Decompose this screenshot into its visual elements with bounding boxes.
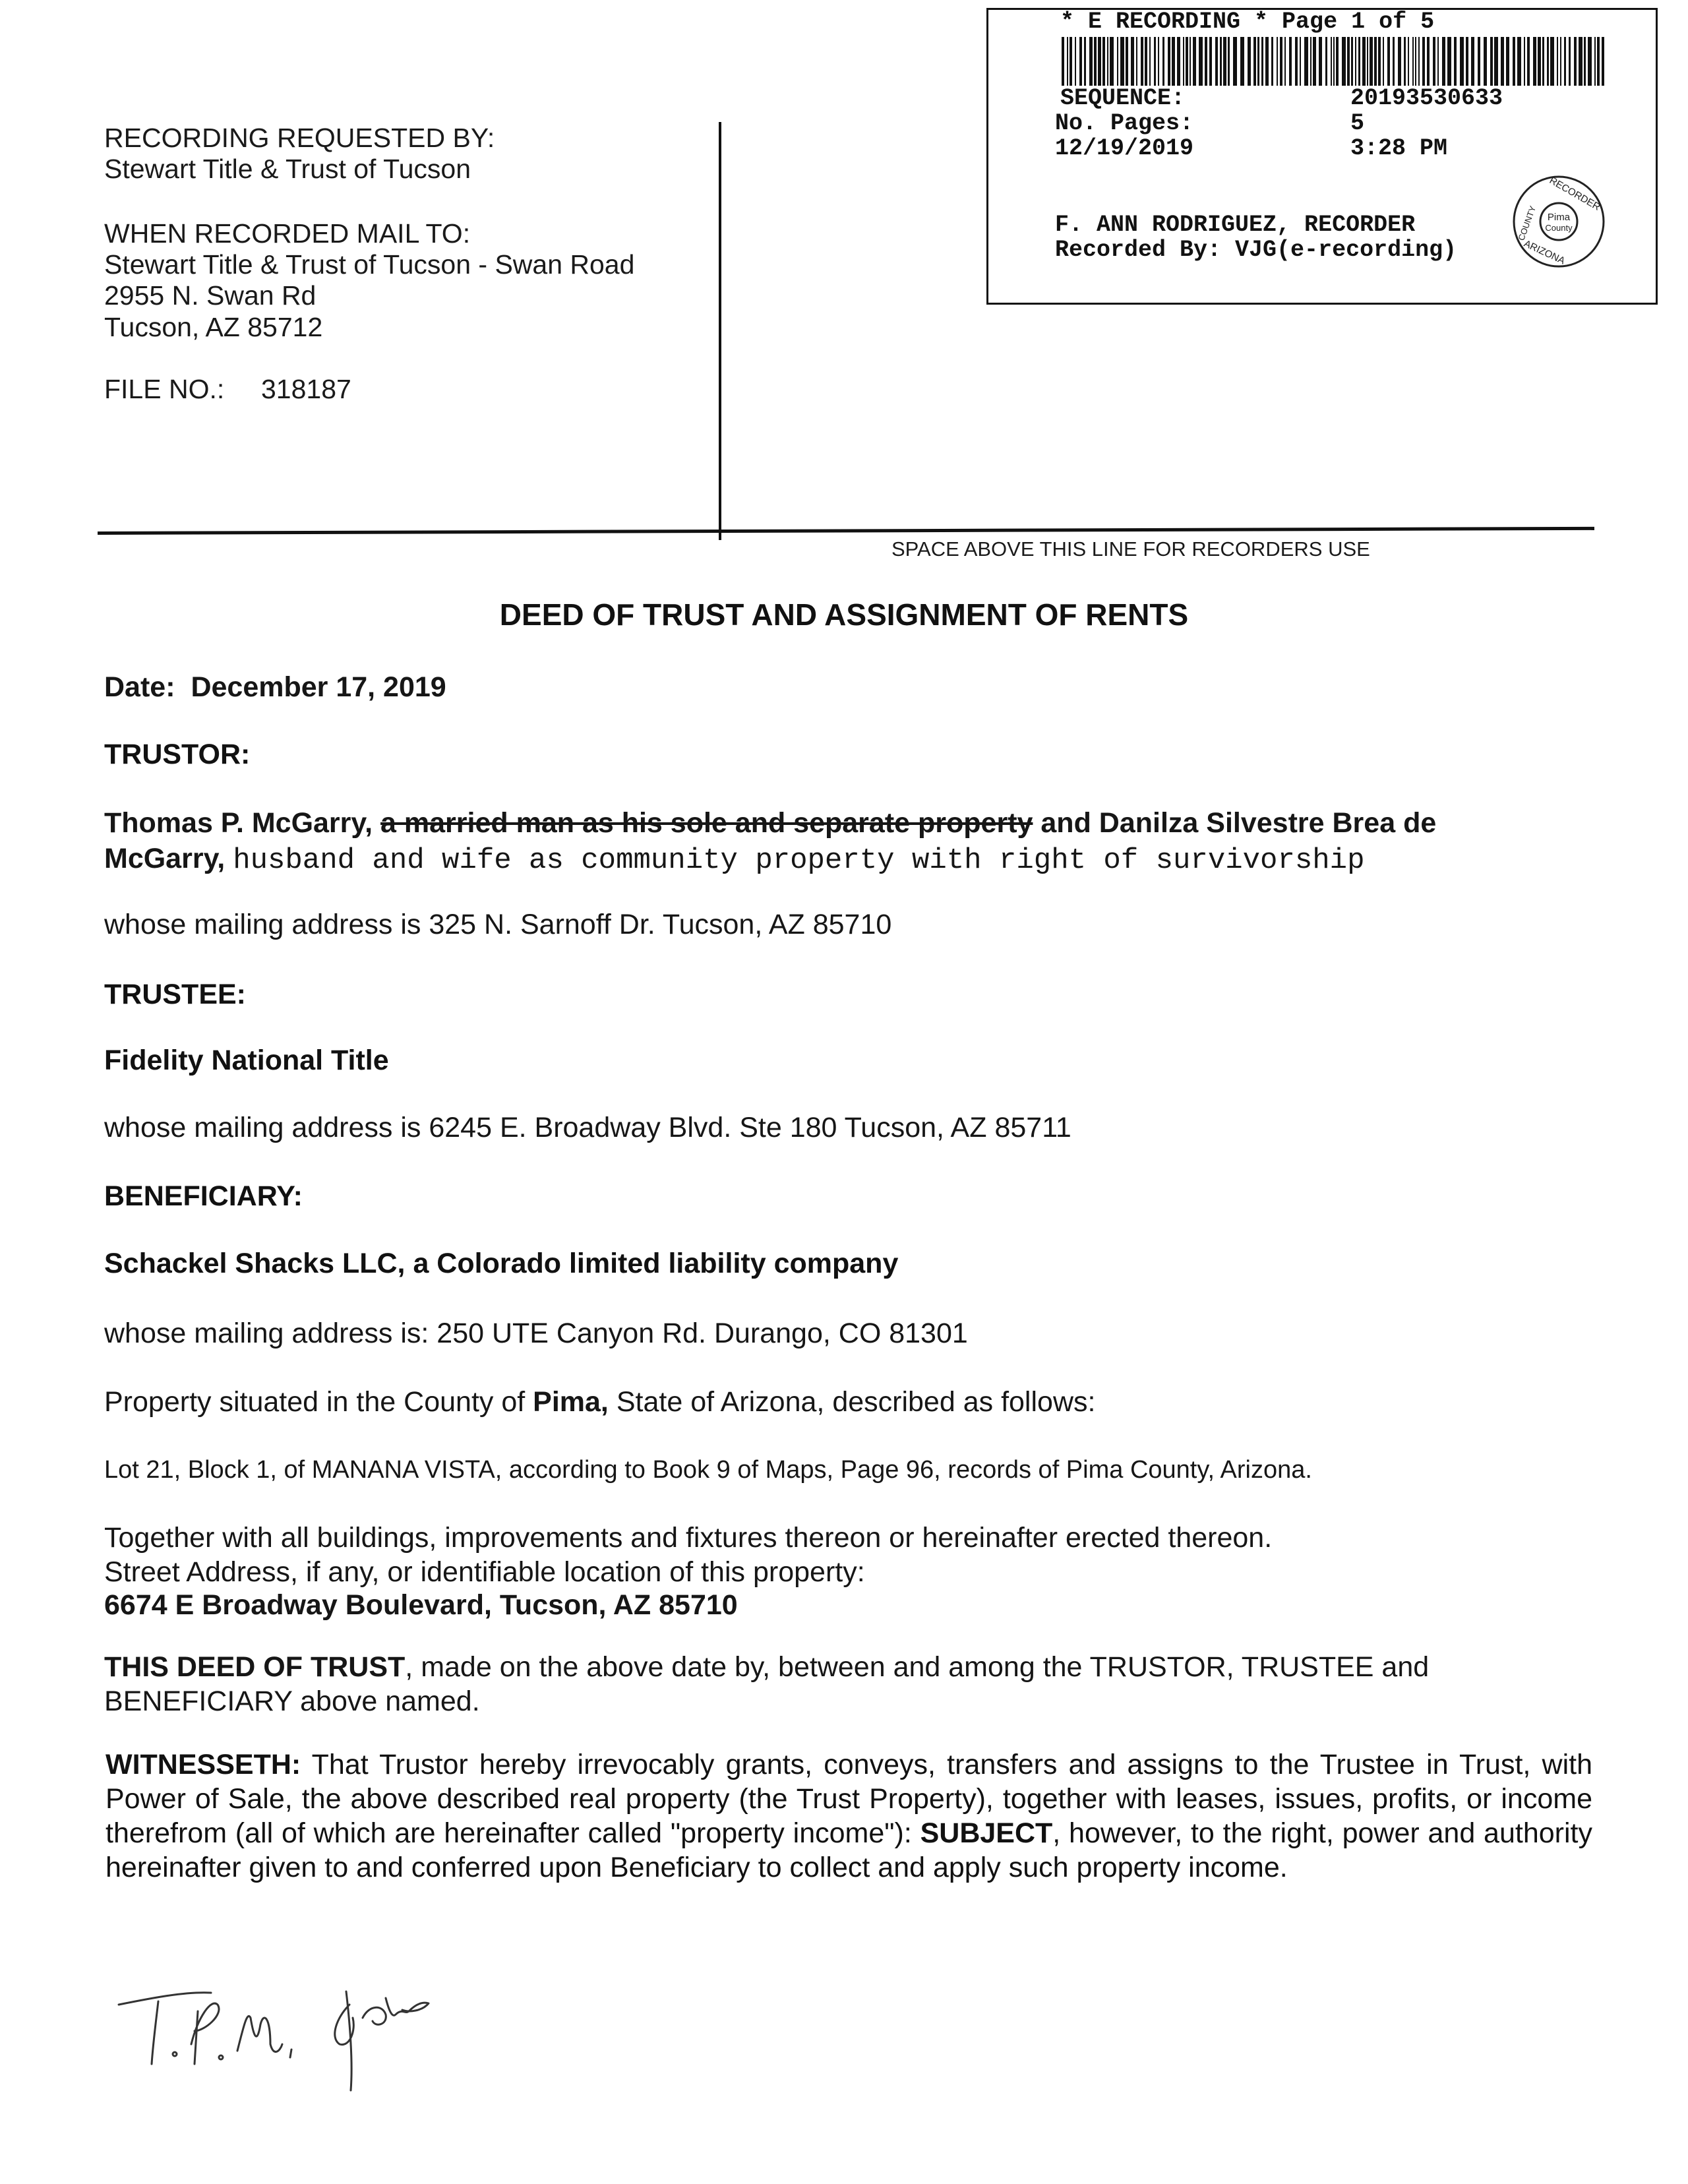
barcode-bar [1358,37,1360,86]
barcode-bar [1362,37,1366,86]
recording-date: 12/19/2019 [1055,135,1194,162]
trustor-and: and Danilza Silvestre Brea de [1040,807,1437,839]
barcode-bar [1579,37,1582,86]
space-above-note: SPACE ABOVE THIS LINE FOR RECORDERS USE [891,537,1370,561]
barcode-bar [1177,37,1180,86]
file-no-label: FILE NO.: [104,374,225,404]
pages-label: No. Pages: [1055,110,1194,136]
barcode-bar [1478,37,1480,86]
barcode-bar [1383,37,1384,86]
barcode-bar [1325,37,1327,86]
barcode-bar [1145,37,1147,86]
svg-text:Pima: Pima [1547,212,1571,223]
witnesseth-paragraph [106,1747,1592,1885]
trustee-address: whose mailing address is 6245 E. Broadway Blvd. Ste 180 Tucson, AZ 85711 [104,1112,1071,1143]
barcode-bar [1584,37,1586,86]
file-no: 318187 [261,374,351,404]
barcode-bar [1466,37,1468,86]
barcode-bar [1120,37,1124,86]
recording-time: 3:28 PM [1350,135,1448,162]
barcode-bar [1355,37,1356,86]
mail-to-name: Stewart Title & Trust of Tucson - Swan Road [104,249,635,280]
barcode-bar [1569,37,1571,86]
barcode [1062,37,1610,86]
barcode-bar [1257,37,1259,86]
county-seal-icon [1510,173,1608,270]
sequence-label: SEQUENCE: [1060,85,1186,111]
mail-to-city: Tucson, AZ 85712 [104,312,323,342]
barcode-bar [1533,37,1536,86]
property-intro-a: Property situated in the County of [104,1386,526,1418]
barcode-bar [1404,37,1406,86]
barcode-bar [1494,37,1498,86]
trustor-line-1 [104,806,1436,840]
barcode-bar [1387,37,1390,86]
barcode-bar [1233,37,1237,86]
beneficiary-name: Schackel Shacks LLC, a Colorado limited liability company [104,1248,899,1279]
requested-by: Stewart Title & Trust of Tucson [104,154,471,184]
barcode-bar [1319,37,1322,86]
barcode-bar [1347,37,1350,86]
barcode-bar [1513,37,1515,86]
trustee-name: Fidelity National Title [104,1045,389,1076]
recorder-space-line [98,527,1594,535]
mail-to-label: WHEN RECORDED MAIL TO: [104,218,471,249]
barcode-bar [1228,37,1230,86]
barcode-bar [1084,37,1086,86]
barcode-bar [1205,37,1207,86]
barcode-bar [1378,37,1381,86]
barcode-bar [1067,37,1068,86]
trustor-line-2 [104,841,1364,878]
barcode-bar [1602,37,1604,86]
barcode-bar [1300,37,1301,86]
barcode-bar [1433,37,1435,86]
barcode-bar [1117,37,1118,86]
barcode-bar [1370,37,1373,86]
barcode-bar [1098,37,1101,86]
barcode-bar [1460,37,1464,86]
barcode-bar [1588,37,1592,86]
barcode-bar [1154,37,1156,86]
barcode-bar [1517,37,1521,86]
barcode-bar [1223,37,1226,86]
barcode-bar [1079,37,1082,86]
barcode-bar [1265,37,1269,86]
barcode-bar [1527,37,1530,86]
barcode-bar [1162,37,1164,86]
barcode-bar [1126,37,1128,86]
barcode-bar [1295,37,1298,86]
barcode-bar [1351,37,1353,86]
date-line [104,670,446,704]
barcode-bar [1427,37,1430,86]
trustor-address: whose mailing address is 325 N. Sarnoff Dr. Tucson, AZ 85710 [104,909,892,940]
barcode-bar [1501,37,1504,86]
barcode-bar [1336,37,1339,86]
recording-header: * E RECORDING * Page 1 of 5 [1060,9,1435,35]
requested-by-label: RECORDING REQUESTED BY: [104,123,495,153]
barcode-bar [1442,37,1445,86]
barcode-bar [1313,37,1316,86]
barcode-bar [1240,37,1244,86]
barcode-bar [1542,37,1544,86]
barcode-bar [1538,37,1541,86]
barcode-bar [1094,37,1097,86]
barcode-bar [1342,37,1346,86]
struck-vesting-text: a married man as his sole and separate property [380,807,1033,839]
barcode-bar [1547,37,1549,86]
barcode-bar [1136,37,1137,86]
barcode-bar [1484,37,1487,86]
property-county: Pima, [533,1386,609,1418]
barcode-bar [1158,37,1159,86]
barcode-bar [1215,37,1218,86]
barcode-bar [1277,37,1278,86]
barcode-bar [1597,37,1600,86]
beneficiary-address: whose mailing address is: 250 UTE Canyon Rd. Durango, CO 81301 [104,1318,968,1349]
barcode-bar [1490,37,1493,86]
barcode-bar [1422,37,1425,86]
svg-text:ARIZONA: ARIZONA [1522,237,1567,267]
barcode-bar [1248,37,1251,86]
svg-text:COUNTY: COUNTY [1516,204,1538,242]
barcode-bar [1594,37,1596,86]
barcode-bar [1149,37,1151,86]
trustor-name-2: McGarry, [104,843,226,874]
barcode-bar [1102,37,1105,86]
barcode-bar [1374,37,1377,86]
beneficiary-label: BENEFICIARY: [104,1180,303,1212]
barcode-bar [1412,37,1414,86]
svg-text:County: County [1545,223,1573,233]
street-address-label: Street Address, if any, or identifiable location of this property: [104,1556,865,1588]
property-intro-b: State of Arizona, described as follows: [616,1386,1096,1418]
barcode-bar [1186,37,1188,86]
barcode-bar [1280,37,1282,86]
deed-lead: THIS DEED OF TRUST [104,1651,406,1683]
barcode-bar [1408,37,1409,86]
barcode-bar [1190,37,1191,86]
document-title: DEED OF TRUST AND ASSIGNMENT OF RENTS [499,597,1189,632]
legal-description: Lot 21, Block 1, of MANANA VISTA, according to Book 9 of Maps, Page 96, records of Pima County, Arizona. [104,1456,1312,1484]
deed-text: , made on the above date by, between and among the TRUSTOR, TRUSTEE and BENEFICIARY above named. [104,1651,1430,1717]
subject-lead: SUBJECT [920,1817,1053,1849]
recorder-name: F. ANN RODRIGUEZ, RECORDER [1055,212,1416,238]
barcode-bar [1447,37,1451,86]
barcode-bar [1564,37,1566,86]
barcode-bar [1506,37,1509,86]
barcode-bar [1437,37,1439,86]
together-with: Together with all buildings, improvements and fixtures thereon or hereinafter erected thereon. [104,1522,1273,1554]
pages-value: 5 [1350,110,1365,136]
barcode-bar [1131,37,1134,86]
barcode-bar [1367,37,1368,86]
barcode-bar [1209,37,1212,86]
barcode-bar [1560,37,1561,86]
barcode-bar [1557,37,1558,86]
sequence-value: 20193530633 [1350,85,1503,111]
barcode-bar [1304,37,1308,86]
barcode-bar [1110,37,1114,86]
barcode-bar [1193,37,1196,86]
barcode-bar [1418,37,1420,86]
barcode-bar [1331,37,1332,86]
barcode-bar [1454,37,1457,86]
barcode-bar [1183,37,1184,86]
trustor-name-1: Thomas P. McGarry, [104,807,373,839]
trustor-label: TRUSTOR: [104,739,251,770]
barcode-bar [1471,37,1474,86]
barcode-bar [1261,37,1263,86]
mail-to-street: 2955 N. Swan Rd [104,280,316,311]
barcode-bar [1289,37,1292,86]
barcode-bar [1089,37,1093,86]
vertical-divider [719,122,721,540]
barcode-bar [1199,37,1203,86]
date-value: December 17, 2019 [191,671,446,703]
property-intro [104,1385,1095,1419]
barcode-bar [1141,37,1143,86]
barcode-bar [1172,37,1175,86]
trustor-vesting: husband and wife as community property with right of survivorship [233,844,1365,877]
barcode-bar [1271,37,1273,86]
witnesseth-text-1: That Trustor hereby irrevocably grants, conveys, transfers and assigns to the Trustee in Trust, with Power of Sale, the above described real property (the Trust Property), together with leases, issues, profits, or income therefrom (all of which are hereinafter called "property income"): [106,1749,1592,1849]
handwritten-initials [112,1965,481,2097]
barcode-bar [1393,37,1395,86]
deed-paragraph [104,1650,1555,1718]
trustee-label: TRUSTEE: [104,979,246,1010]
svg-text:RECORDER: RECORDER [1547,175,1602,213]
barcode-bar [1550,37,1554,86]
barcode-bar [1524,37,1525,86]
barcode-bar [1075,37,1076,86]
barcode-bar [1253,37,1256,86]
date-label: Date: [104,671,175,703]
street-address: 6674 E Broadway Boulevard, Tucson, AZ 85710 [104,1589,738,1621]
barcode-bar [1107,37,1108,86]
barcode-bar [1220,37,1222,86]
barcode-bar [1333,37,1335,86]
barcode-bar [1398,37,1401,86]
barcode-bar [1062,37,1064,86]
barcode-bar [1168,37,1170,86]
barcode-bar [1415,37,1416,86]
barcode-bar [1310,37,1311,86]
recorded-by: Recorded By: VJG(e-recording) [1055,237,1457,263]
barcode-bar [1284,37,1286,86]
witnesseth-lead: WITNESSETH: [106,1749,301,1780]
barcode-bar [1574,37,1577,86]
witnesseth-text-2: , however, to the right, power and authority hereinafter given to and conferred upon Beneficiary to collect and apply such property income. [106,1817,1592,1883]
barcode-bar [1070,37,1072,86]
